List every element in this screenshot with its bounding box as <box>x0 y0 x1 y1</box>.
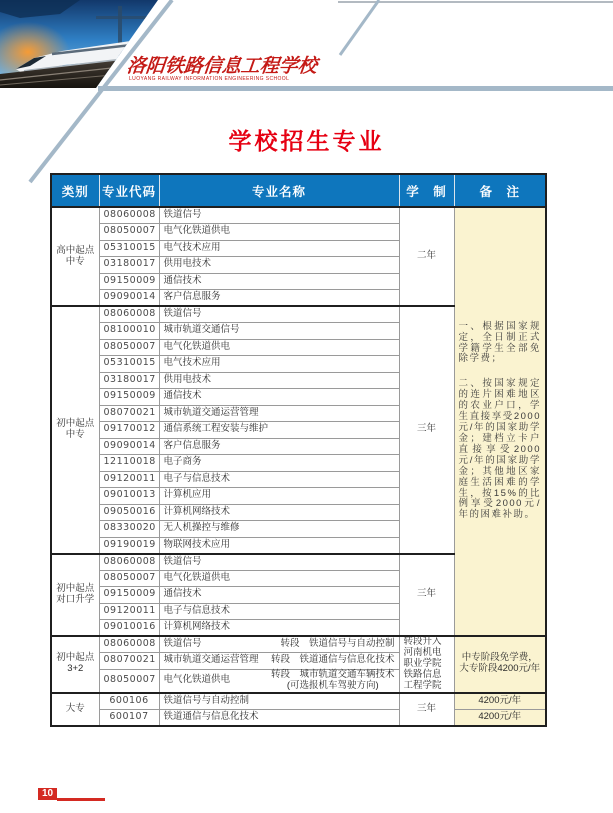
major-code: 08330020 <box>99 521 159 538</box>
category-line: 初中起点 <box>56 417 95 429</box>
transfer-note: (可选报机车驾驶方向) <box>286 679 379 691</box>
major-name: 通信技术 <box>159 273 399 290</box>
remarks-paragraph: 二、按国家规定的连片困难地区的农业户口，学生直接享受2000元/年的国家助学金；建档立卡户直接享受2000元/年的国家助学金；其他地区家庭生活困难的学生，按15%的比例享受2000元/年的困难补助。 <box>458 378 541 521</box>
duration-cell: 三年 <box>399 693 454 726</box>
major-code: 09010013 <box>99 488 159 505</box>
major-name <box>159 636 399 653</box>
category-cell <box>51 306 99 554</box>
table-header-row <box>51 174 546 207</box>
category-line: 初中起点 <box>56 652 95 664</box>
major-name <box>159 669 399 692</box>
category-line: 中专 <box>65 255 85 267</box>
major-code: 08060008 <box>99 207 159 224</box>
tuition-cell: 4200元/年 <box>454 693 546 710</box>
duration-cell: 三年 <box>399 306 454 554</box>
major-code: 08050007 <box>99 669 159 692</box>
remarks-cell <box>454 207 546 636</box>
category-cell <box>51 636 99 693</box>
major-code: 05310015 <box>99 240 159 257</box>
transfer-label: 转段 铁道通信与信息化技术 <box>270 654 395 666</box>
major-code: 09010016 <box>99 620 159 637</box>
major-code: 08070021 <box>99 405 159 422</box>
major-code: 600106 <box>99 693 159 710</box>
major-name: 电子商务 <box>159 455 399 472</box>
tuition-cell: 4200元/年 <box>454 709 546 726</box>
table-row <box>51 636 546 653</box>
category-line: 大专 <box>65 702 85 714</box>
category-line: 中专 <box>65 428 85 440</box>
major-code: 09150009 <box>99 587 159 604</box>
major-name: 电气技术应用 <box>159 240 399 257</box>
major-name: 计算机网络技术 <box>159 504 399 521</box>
major-name: 客户信息服务 <box>159 438 399 455</box>
column-header-remarks: 备 注 <box>454 174 546 207</box>
page-number-badge: 10 <box>38 788 57 800</box>
major-code: 09150009 <box>99 389 159 406</box>
duration-cell: 转段升入河南机电职业学院铁路信息工程学院 <box>399 636 454 693</box>
major-name: 铁道信号 <box>159 554 399 571</box>
page-title: 学校招生专业 <box>228 128 385 154</box>
major-name <box>159 653 399 670</box>
category-line: 对口升学 <box>56 593 95 605</box>
major-name: 供用电技术 <box>159 257 399 274</box>
major-name: 通信系统工程安装与维护 <box>159 422 399 439</box>
major-name: 通信技术 <box>159 389 399 406</box>
transfer-label <box>271 670 395 692</box>
category-line: 初中起点 <box>56 582 95 594</box>
major-name: 电子与信息技术 <box>159 471 399 488</box>
major-name: 无人机操控与维修 <box>159 521 399 538</box>
major-name: 铁道信号 <box>159 207 399 224</box>
major-name-text: 铁道信号 <box>163 638 202 650</box>
major-code: 09190019 <box>99 537 159 554</box>
major-code: 600107 <box>99 709 159 726</box>
major-name: 电气技术应用 <box>159 356 399 373</box>
school-logo-text: 洛阳铁路信息工程学校 <box>125 55 319 77</box>
major-name: 城市轨道交通运营管理 <box>159 405 399 422</box>
major-name: 客户信息服务 <box>159 290 399 307</box>
major-code: 08050007 <box>99 224 159 241</box>
transfer-line: 转段 城市轨道交通车辆技术 <box>270 668 395 680</box>
admissions-table <box>50 173 547 727</box>
table-row <box>51 693 546 710</box>
table-row <box>51 709 546 726</box>
remarks-cell <box>454 636 546 693</box>
column-header-name: 专业名称 <box>159 174 399 207</box>
major-code: 09090014 <box>99 290 159 307</box>
major-code: 03180017 <box>99 257 159 274</box>
column-header-code: 专业代码 <box>99 174 159 207</box>
major-name: 电气化铁道供电 <box>159 570 399 587</box>
major-code: 12110018 <box>99 455 159 472</box>
major-name: 通信技术 <box>159 587 399 604</box>
major-name: 电子与信息技术 <box>159 603 399 620</box>
school-logo-subtext: LUOYANG RAILWAY INFORMATION ENGINEERING SCHOOL <box>129 76 290 82</box>
major-code: 08070021 <box>99 653 159 670</box>
major-name-text: 电气化铁道供电 <box>163 674 231 686</box>
major-code: 08050007 <box>99 339 159 356</box>
major-code: 09170012 <box>99 422 159 439</box>
major-name-text: 城市轨道交通运营管理 <box>163 654 259 666</box>
column-header-duration: 学 制 <box>399 174 454 207</box>
major-name: 计算机应用 <box>159 488 399 505</box>
major-name: 计算机网络技术 <box>159 620 399 637</box>
major-name: 电气化铁道供电 <box>159 224 399 241</box>
major-name: 城市轨道交通信号 <box>159 323 399 340</box>
remarks-line: 大专阶段4200元/年 <box>459 663 541 675</box>
duration-cell: 二年 <box>399 207 454 306</box>
transfer-label: 转段 铁道信号与自动控制 <box>280 638 395 650</box>
duration-cell: 三年 <box>399 554 454 637</box>
table-row <box>51 207 546 224</box>
category-cell <box>51 207 99 306</box>
category-line: 高中起点 <box>56 244 95 256</box>
major-code: 09150009 <box>99 273 159 290</box>
major-code: 08100010 <box>99 323 159 340</box>
major-code: 08060008 <box>99 306 159 323</box>
major-code: 08050007 <box>99 570 159 587</box>
page-number-underline <box>57 798 105 801</box>
major-code: 09120011 <box>99 471 159 488</box>
major-name: 铁道信号 <box>159 306 399 323</box>
major-name: 供用电技术 <box>159 372 399 389</box>
major-code: 08060008 <box>99 554 159 571</box>
major-code: 09050016 <box>99 504 159 521</box>
remarks-line: 中专阶段免学费， <box>461 652 538 664</box>
major-code: 09090014 <box>99 438 159 455</box>
header-art <box>0 0 613 190</box>
major-name: 电气化铁道供电 <box>159 339 399 356</box>
major-code: 05310015 <box>99 356 159 373</box>
major-code: 08060008 <box>99 636 159 653</box>
category-line: 3+2 <box>67 663 84 675</box>
remarks-paragraph: 一、根据国家规定，全日制正式学籍学生全部免除学费； <box>458 320 541 365</box>
major-name: 铁道通信与信息化技术 <box>159 709 399 726</box>
column-header-category: 类别 <box>51 174 99 207</box>
major-code: 09120011 <box>99 603 159 620</box>
major-code: 03180017 <box>99 372 159 389</box>
category-cell <box>51 693 99 726</box>
major-name: 物联网技术应用 <box>159 537 399 554</box>
diagonal-accent-line-right <box>340 0 379 55</box>
major-name: 铁道信号与自动控制 <box>159 693 399 710</box>
category-cell <box>51 554 99 637</box>
